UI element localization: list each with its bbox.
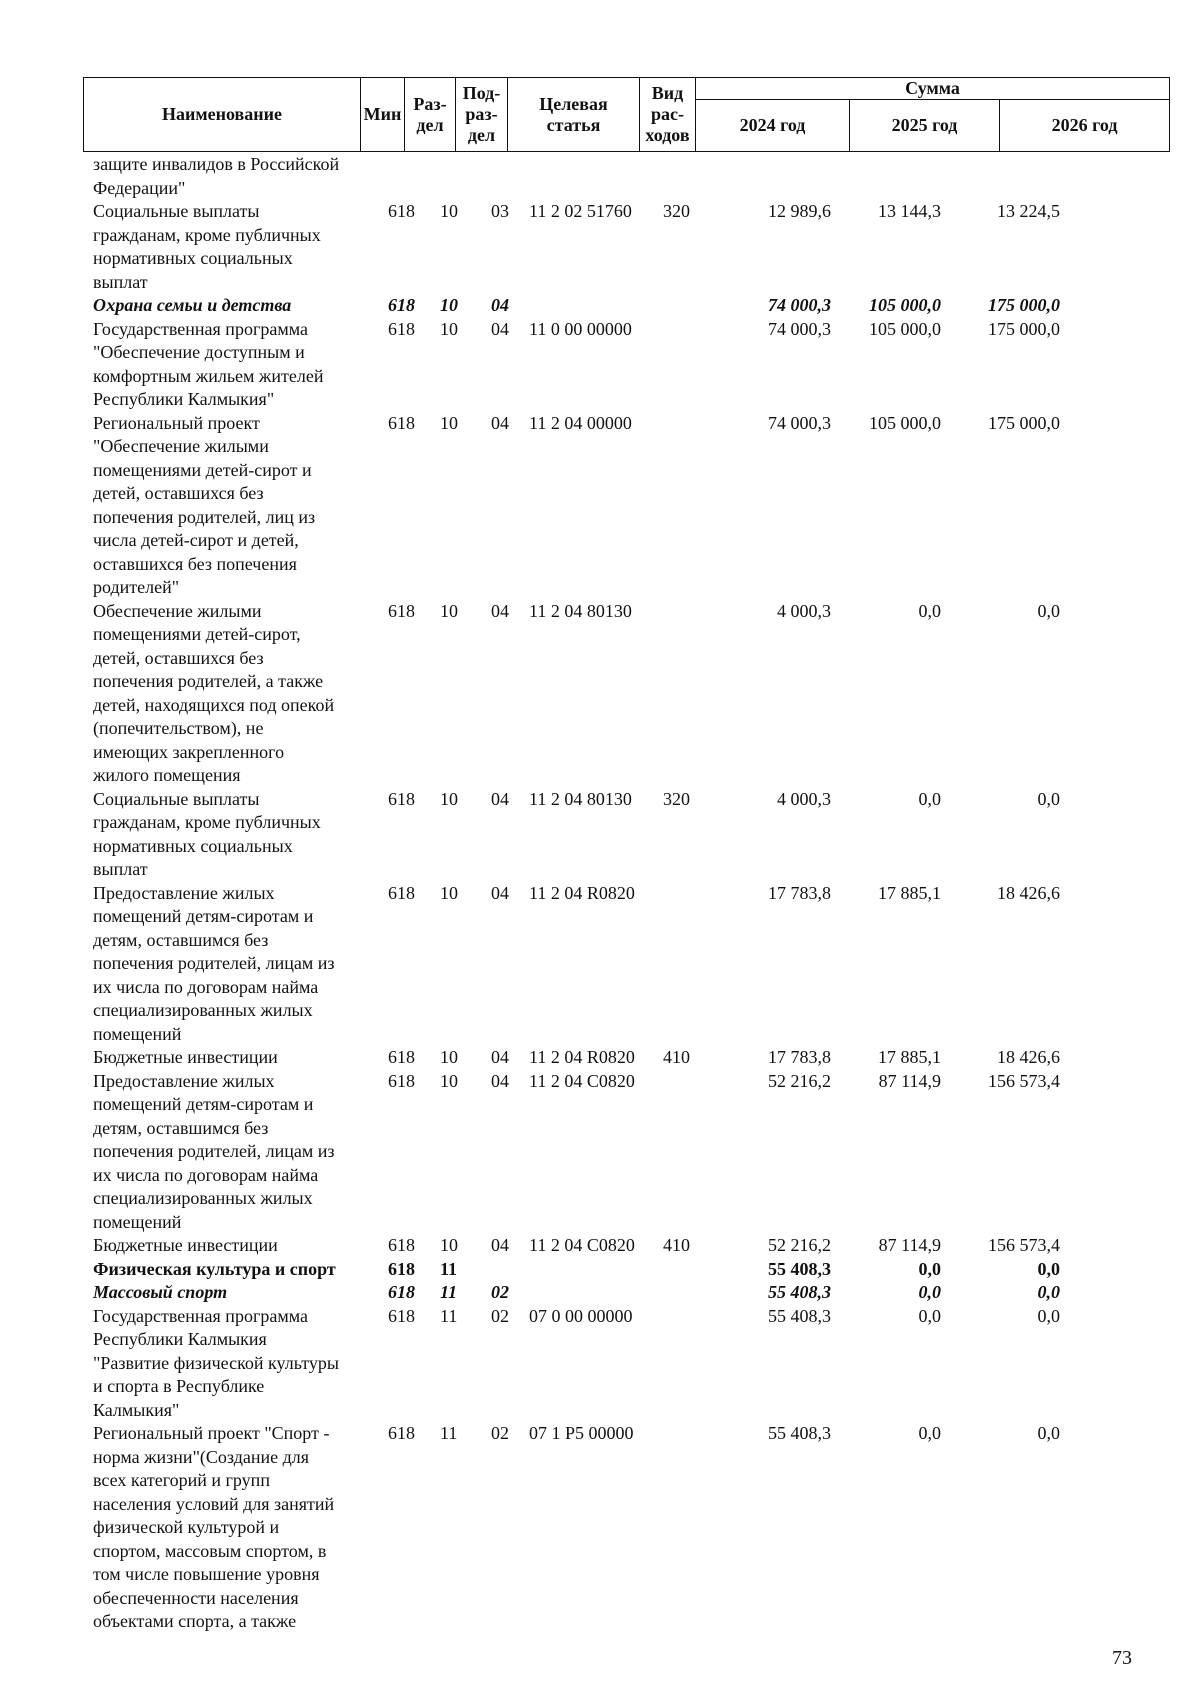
row-name-line: их числа по договорам найма (93, 1164, 319, 1185)
header-razdel-line2: дел (416, 114, 444, 135)
row-name-line: помещений детям-сиротам и (93, 906, 314, 926)
row-name-line: нормативных социальных (93, 835, 293, 856)
row-podrazdel: 04 (491, 882, 509, 903)
row-name-line: имеющих закрепленного (93, 741, 285, 762)
header-vid-line2: рас- (651, 104, 684, 124)
row-name-line: гражданам, кроме публичных (93, 224, 321, 245)
row-name-line: попечения родителей, лиц из (93, 506, 316, 527)
row-target: 11 2 04 C0820 (529, 1070, 635, 1091)
row-podrazdel: 04 (491, 318, 509, 339)
row-name-line: спортом, массовым спортом, в (93, 1540, 327, 1561)
row-sum-2026: 13 224,5 (997, 201, 1060, 221)
row-name (83, 412, 393, 600)
row-name-line: Предоставление жилых (93, 882, 275, 903)
row-name-line: Социальные выплаты (93, 201, 260, 221)
header-target-line1: Целевая (539, 93, 608, 114)
row-vid: 320 (663, 788, 690, 809)
row-name-line: обеспеченности населения (93, 1587, 299, 1608)
header-vid-line1: Вид (651, 83, 684, 103)
row-razdel: 10 (440, 788, 458, 809)
row-name-line: помещений (93, 1211, 182, 1232)
row-name (83, 318, 393, 412)
row-name-line: родителей" (93, 577, 180, 597)
row-name-line: Обеспечение жилыми (93, 600, 262, 621)
row-name-line: Республики Калмыкия" (93, 389, 275, 409)
row-name-line: выплат (93, 271, 148, 292)
row-name-line: попечения родителей, лицам из (93, 953, 335, 973)
row-min: 618 (388, 1235, 415, 1255)
row-name-line: Бюджетные инвестиции (93, 1047, 278, 1067)
row-name-line: Физическая культура и спорт (93, 1258, 336, 1279)
row-target: 11 2 04 R0820 (529, 1047, 635, 1067)
row-sum-2026: 0,0 (1037, 1305, 1060, 1326)
row-name-line: выплат (93, 859, 148, 879)
row-name (83, 294, 393, 318)
row-name (83, 882, 393, 1047)
row-sum-2024: 52 216,2 (768, 1235, 831, 1255)
row-name-line: "Обеспечение доступным и (93, 342, 305, 362)
row-name-line: (попечительством), не (93, 718, 264, 738)
table-row (83, 318, 1169, 412)
row-name-line: и спорта в Республике (93, 1376, 265, 1396)
row-name-line: физической культурой и (93, 1517, 280, 1537)
row-sum-2025: 17 885,1 (878, 882, 941, 903)
header-razdel-line1: Раз- (413, 93, 447, 114)
row-razdel: 11 (440, 1282, 458, 1302)
row-name-line: норма жизни"(Создание для (93, 1446, 310, 1467)
row-name-line: гражданам, кроме публичных (93, 812, 321, 832)
row-sum-2026: 175 000,0 (988, 318, 1060, 339)
row-min: 618 (388, 295, 415, 315)
row-name-line: специализированных жилых (93, 1000, 313, 1020)
table-row (83, 412, 1169, 600)
row-min: 618 (388, 318, 415, 339)
row-name-line: Федерации" (93, 177, 186, 198)
row-name-line: Массовый спорт (93, 1282, 228, 1302)
table-row (83, 1234, 1169, 1258)
row-podrazdel: 02 (491, 1282, 509, 1302)
row-name-line: Калмыкия" (93, 1399, 180, 1420)
row-min: 618 (388, 1070, 415, 1091)
row-name-line: детям, оставшимся без (93, 929, 269, 950)
row-sum-2024: 74 000,3 (768, 295, 831, 315)
row-name (83, 1234, 393, 1258)
row-sum-2025: 0,0 (918, 1423, 941, 1443)
row-name-line: том числе повышение уровня (93, 1564, 320, 1584)
row-target: 11 2 04 C0820 (529, 1235, 635, 1255)
header-target (508, 78, 640, 152)
row-min: 618 (388, 600, 415, 621)
row-sum-2025: 0,0 (918, 1258, 941, 1279)
page-number: 73 (1112, 1647, 1132, 1669)
row-sum-2025: 105 000,0 (869, 318, 941, 339)
header-sum: Сумма (696, 78, 1170, 100)
row-name (83, 1046, 393, 1070)
header-2024: 2024 год (696, 100, 850, 152)
row-sum-2026: 156 573,4 (988, 1235, 1060, 1255)
row-podrazdel: 04 (491, 1047, 509, 1067)
row-sum-2025: 17 885,1 (878, 1047, 941, 1067)
row-podrazdel: 04 (491, 600, 509, 621)
row-podrazdel: 04 (491, 1235, 509, 1255)
row-min: 618 (388, 1282, 415, 1302)
row-name-line: защите инвалидов в Российской (93, 154, 340, 174)
row-name (83, 200, 393, 294)
table-header (83, 77, 1170, 152)
table-row (83, 1281, 1169, 1305)
row-name (83, 1258, 393, 1282)
row-sum-2026: 0,0 (1037, 1258, 1060, 1279)
row-min: 618 (388, 412, 415, 433)
header-vid (640, 78, 696, 152)
row-name-line: Региональный проект (93, 412, 260, 433)
row-min: 618 (388, 1047, 415, 1067)
row-name-line: детей, оставшихся без (93, 483, 264, 503)
table-row (83, 788, 1169, 882)
row-target: 11 2 04 R0820 (529, 882, 635, 903)
header-razdel (405, 78, 456, 152)
row-name (83, 600, 393, 788)
row-name-line: помещений (93, 1023, 182, 1044)
row-razdel: 10 (440, 1047, 458, 1067)
table-row (83, 1046, 1169, 1070)
table-row (83, 1258, 1169, 1282)
row-sum-2024: 17 783,8 (768, 1047, 831, 1067)
row-sum-2026: 175 000,0 (988, 295, 1060, 315)
row-sum-2024: 12 989,6 (768, 201, 831, 221)
table-row (83, 882, 1169, 1047)
row-name-line: Региональный проект "Спорт - (93, 1423, 330, 1443)
row-name-line: детей, оставшихся без (93, 647, 264, 668)
table-row (83, 600, 1169, 788)
row-razdel: 10 (440, 1235, 458, 1255)
row-target: 11 2 02 51760 (529, 201, 632, 221)
row-sum-2026: 0,0 (1037, 1423, 1060, 1443)
header-podrazdel-line3: дел (467, 125, 496, 145)
row-sum-2024: 52 216,2 (768, 1070, 831, 1091)
header-podrazdel (456, 78, 508, 152)
row-podrazdel: 04 (491, 1070, 509, 1091)
row-name-line: оставшихся без попечения (93, 553, 297, 574)
row-sum-2024: 55 408,3 (768, 1258, 831, 1279)
row-sum-2026: 156 573,4 (988, 1070, 1060, 1091)
table-row (83, 294, 1169, 318)
row-razdel: 10 (440, 201, 458, 221)
row-podrazdel: 03 (491, 201, 509, 221)
row-name-line: Социальные выплаты (93, 788, 260, 809)
row-name-line: попечения родителей, а также (93, 671, 324, 691)
row-sum-2025: 0,0 (918, 1282, 941, 1302)
row-podrazdel: 04 (491, 412, 509, 433)
table-row (83, 1305, 1169, 1423)
header-target-line2: статья (546, 114, 601, 135)
row-sum-2026: 18 426,6 (997, 882, 1060, 903)
header-2026: 2026 год (1000, 100, 1170, 152)
row-vid: 320 (663, 201, 690, 221)
row-name-line: нормативных социальных (93, 248, 293, 268)
row-sum-2024: 4 000,3 (777, 788, 831, 809)
row-podrazdel: 02 (491, 1423, 509, 1443)
row-target: 11 0 00 00000 (529, 318, 632, 339)
row-sum-2025: 0,0 (918, 600, 941, 621)
row-name-line: "Обеспечение жилыми (93, 436, 269, 456)
row-name-line: "Развитие физической культуры (93, 1352, 339, 1373)
row-name-line: специализированных жилых (93, 1188, 313, 1208)
table-row (83, 1070, 1169, 1235)
row-target: 11 2 04 80130 (529, 788, 632, 809)
row-name-line: помещениями детей-сирот и (93, 459, 312, 480)
row-name (83, 1070, 393, 1235)
row-name-line: всех категорий и групп (93, 1470, 270, 1490)
row-sum-2025: 105 000,0 (869, 412, 941, 433)
row-name-line: жилого помещения (93, 765, 241, 785)
row-sum-2026: 18 426,6 (997, 1047, 1060, 1067)
header-podrazdel-line2: раз- (465, 104, 498, 124)
header-name: Наименование (84, 78, 361, 152)
row-sum-2025: 87 114,9 (878, 1235, 941, 1255)
row-name (83, 788, 393, 882)
table-row (83, 200, 1169, 294)
row-podrazdel: 02 (491, 1305, 509, 1326)
row-vid: 410 (663, 1047, 690, 1067)
row-name-line: числа детей-сирот и детей, (93, 530, 299, 550)
row-sum-2026: 0,0 (1037, 788, 1060, 809)
row-target: 11 2 04 80130 (529, 600, 632, 621)
header-min: Мин (361, 78, 405, 152)
row-name-line: их числа по договорам найма (93, 976, 319, 997)
row-razdel: 10 (440, 318, 458, 339)
row-name-line: помещениями детей-сирот, (93, 624, 301, 644)
row-name-line: Государственная программа (93, 318, 308, 339)
row-sum-2025: 0,0 (918, 788, 941, 809)
row-sum-2024: 55 408,3 (768, 1282, 831, 1302)
row-name-line: детей, находящихся под опекой (93, 694, 335, 715)
table-row (83, 153, 1169, 200)
row-name (83, 1281, 393, 1305)
row-name-line: Бюджетные инвестиции (93, 1235, 278, 1255)
row-razdel: 11 (440, 1423, 458, 1443)
row-name-line: помещений детям-сиротам и (93, 1094, 314, 1114)
table-row (83, 1422, 1169, 1634)
header-2025: 2025 год (850, 100, 1000, 152)
row-name-line: попечения родителей, лицам из (93, 1141, 335, 1161)
row-name (83, 1305, 393, 1423)
row-sum-2026: 0,0 (1037, 600, 1060, 621)
row-razdel: 10 (440, 295, 458, 315)
row-min: 618 (388, 201, 415, 221)
row-sum-2024: 74 000,3 (768, 318, 831, 339)
header-podrazdel-line1: Под- (462, 83, 501, 103)
row-min: 618 (388, 882, 415, 903)
row-podrazdel: 04 (491, 295, 509, 315)
row-name-line: Охрана семьи и детства (93, 295, 292, 315)
table-body (83, 153, 1169, 1634)
row-razdel: 10 (440, 1070, 458, 1091)
row-name-line: населения условий для занятий (93, 1493, 335, 1514)
row-min: 618 (388, 1423, 415, 1443)
row-podrazdel: 04 (491, 788, 509, 809)
row-razdel: 11 (440, 1258, 458, 1279)
row-name-line: комфортным жильем жителей (93, 365, 324, 386)
row-razdel: 11 (440, 1305, 458, 1326)
row-target: 07 1 P5 00000 (529, 1423, 634, 1443)
row-target: 07 0 00 00000 (529, 1305, 633, 1326)
row-sum-2025: 105 000,0 (869, 295, 941, 315)
row-min: 618 (388, 1258, 415, 1279)
row-target: 11 2 04 00000 (529, 412, 632, 433)
row-sum-2025: 0,0 (918, 1305, 941, 1326)
row-sum-2024: 74 000,3 (768, 412, 831, 433)
row-sum-2024: 55 408,3 (768, 1423, 831, 1443)
row-name (83, 1422, 393, 1634)
row-razdel: 10 (440, 882, 458, 903)
row-min: 618 (388, 1305, 415, 1326)
row-sum-2026: 175 000,0 (988, 412, 1060, 433)
row-sum-2026: 0,0 (1037, 1282, 1060, 1302)
row-name-line: Республики Калмыкия (93, 1329, 267, 1349)
row-name-line: Предоставление жилых (93, 1070, 275, 1091)
row-vid: 410 (663, 1235, 690, 1255)
row-name (83, 153, 393, 200)
row-sum-2024: 4 000,3 (777, 600, 831, 621)
header-vid-line3: ходов (645, 125, 690, 145)
row-name-line: детям, оставшимся без (93, 1117, 269, 1138)
row-name-line: Государственная программа (93, 1305, 308, 1326)
row-razdel: 10 (440, 600, 458, 621)
row-sum-2025: 87 114,9 (878, 1070, 941, 1091)
row-min: 618 (388, 788, 415, 809)
row-sum-2024: 17 783,8 (768, 882, 831, 903)
row-name-line: объектами спорта, а также (93, 1611, 297, 1631)
row-razdel: 10 (440, 412, 458, 433)
row-sum-2024: 55 408,3 (768, 1305, 831, 1326)
row-sum-2025: 13 144,3 (878, 201, 941, 221)
